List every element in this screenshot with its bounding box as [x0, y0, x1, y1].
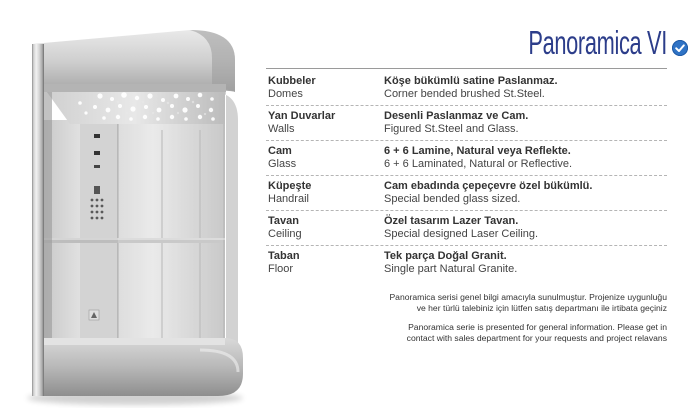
- spec-label-tr: Küpeşte: [268, 180, 312, 192]
- spec-value-en: Special bended glass sized.: [384, 193, 521, 205]
- note-turkish: [337, 292, 667, 314]
- note-line: ve her türlü talebiniz için lütfen satış departmanı ile irtibata geçiniz: [416, 303, 667, 313]
- spec-row-domes: [266, 71, 667, 106]
- elevator-cabin-image: [0, 0, 250, 410]
- spec-row-glass: [266, 141, 667, 176]
- spec-label-tr: Yan Duvarlar: [268, 110, 336, 122]
- spec-label-en: Floor: [268, 263, 294, 275]
- spec-row-handrail: [266, 176, 667, 211]
- spec-label-en: Glass: [268, 158, 297, 170]
- spec-value-tr: Tek parça Doğal Granit.: [384, 250, 507, 262]
- spec-value-tr: Köşe bükümlü satine Paslanmaz.: [384, 75, 558, 87]
- spec-value-en: Single part Natural Granite.: [384, 263, 518, 275]
- note-line: Panoramica serisi genel bilgi amacıyla sunulmuştur. Projenize uygunluğu: [389, 292, 667, 302]
- spec-table: [266, 71, 667, 280]
- spec-value-en: 6 + 6 Laminated, Natural or Reflective.: [384, 158, 573, 170]
- note-line: Panoramica serie is presented for general information. Please get in: [408, 322, 667, 332]
- spec-label-tr: Taban: [268, 250, 300, 262]
- note-english: [337, 322, 667, 344]
- spec-value-en: Special designed Laser Ceiling.: [384, 228, 539, 240]
- spec-value-tr: Desenli Paslanmaz ve Cam.: [384, 110, 529, 122]
- title-divider: [266, 68, 667, 69]
- page-title: Panoramica VI: [528, 24, 667, 61]
- spec-value-tr: Cam ebadında çepeçevre özel bükümlü.: [384, 180, 593, 192]
- spec-value-tr: Özel tasarım Lazer Tavan.: [384, 215, 519, 227]
- spec-label-en: Ceiling: [268, 228, 302, 240]
- spec-label-en: Domes: [268, 88, 303, 100]
- spec-label-tr: Cam: [268, 145, 292, 157]
- check-circle-icon: [672, 40, 688, 56]
- spec-row-floor: [266, 246, 667, 280]
- spec-label-tr: Kubbeler: [268, 75, 316, 87]
- spec-row-ceiling: [266, 211, 667, 246]
- note-line: contact with sales department for your requests and project relavans: [406, 333, 667, 343]
- elevator-cabin-icon: [0, 0, 250, 410]
- spec-value-en: Corner bended brushed St.Steel.: [384, 88, 545, 100]
- spec-label-en: Walls: [268, 123, 295, 135]
- spec-value-en: Figured St.Steel and Glass.: [384, 123, 519, 135]
- spec-row-walls: [266, 106, 667, 141]
- spec-value-tr: 6 + 6 Lamine, Natural veya Reflekte.: [384, 145, 571, 157]
- spec-label-en: Handrail: [268, 193, 309, 205]
- spec-label-tr: Tavan: [268, 215, 299, 227]
